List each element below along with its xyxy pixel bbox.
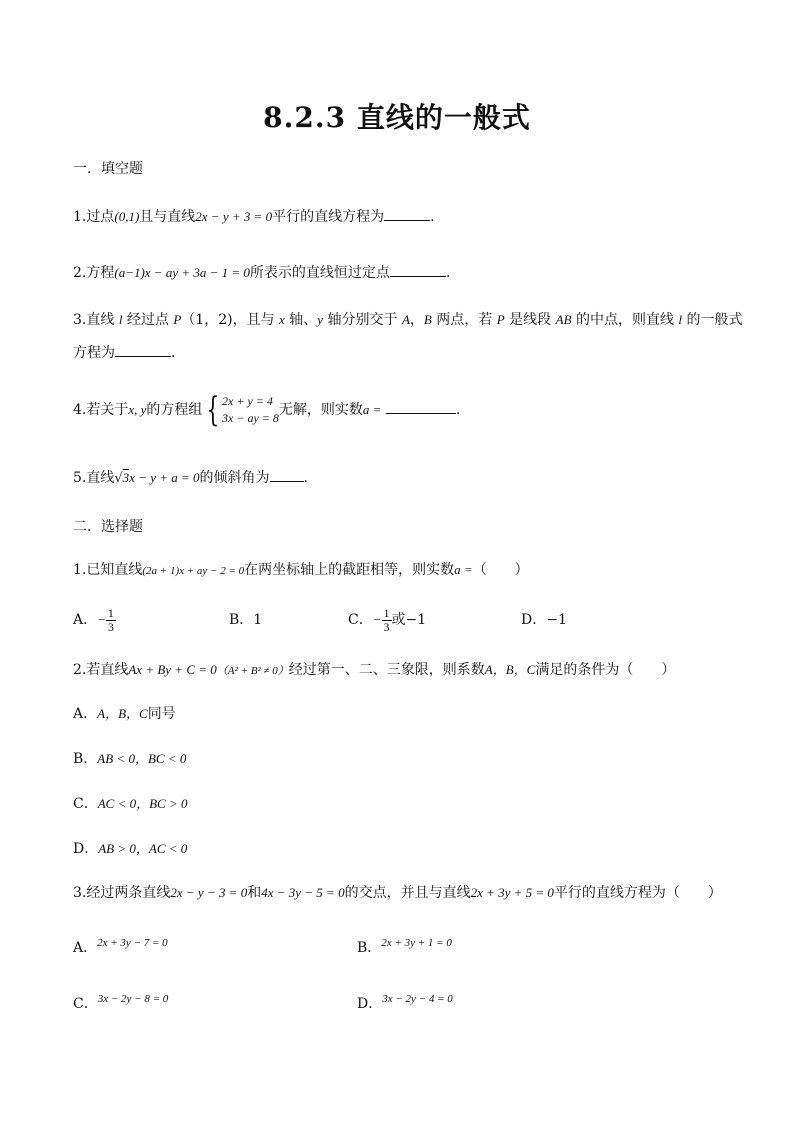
- q1-post: 平行的直线方程为: [272, 209, 385, 225]
- q3-math-symbol: A: [401, 312, 410, 327]
- option-vars: A，B，C: [97, 706, 148, 721]
- option-label: D．: [357, 996, 383, 1012]
- q5-prefix: 5.直线: [73, 470, 115, 486]
- option-a[interactable]: [73, 604, 116, 636]
- q3-text: 的中点，则直线: [571, 312, 679, 328]
- option-math: AB > 0，AC < 0: [98, 841, 188, 856]
- q1-mid: 且与直线: [139, 209, 196, 225]
- c3-prefix: 3.经过两条直线: [73, 885, 171, 901]
- q3-math-symbol: P: [496, 312, 505, 327]
- numerator: 1: [383, 605, 390, 620]
- answer-blank[interactable]: [386, 399, 456, 414]
- q4-post: 无解，则实数: [278, 402, 363, 418]
- option-c[interactable]: [73, 794, 188, 814]
- q3-end: .: [171, 345, 176, 361]
- c2-condition: （A² + B² ≠ 0）: [216, 665, 289, 677]
- q3-math-symbol: AB: [555, 312, 572, 327]
- c3-eq2: 4x − 3y − 5 = 0: [261, 885, 345, 900]
- q3-text: 轴分别交于: [323, 312, 402, 328]
- q3-text: 两点，若: [431, 312, 497, 328]
- option-label: C．: [73, 996, 98, 1012]
- q4-prefix: 4.若关于: [73, 402, 129, 418]
- choice-question-1: [73, 560, 529, 581]
- numerator: 1: [107, 605, 114, 620]
- c1-equation: (2a + 1)x + ay − 2 = 0: [142, 565, 245, 577]
- q3-text: 3.直线: [73, 312, 119, 328]
- option-d[interactable]: D．−1: [521, 612, 567, 628]
- minus-sign: −: [372, 612, 382, 627]
- q1-prefix: 1.过点: [73, 209, 115, 225]
- q3-line2-prefix: 方程为: [73, 345, 115, 361]
- q3-math-symbol: x: [279, 312, 285, 327]
- option-c-tail: 或−1: [391, 612, 427, 628]
- fill-question-2: [73, 262, 450, 283]
- option-label: C．: [348, 612, 373, 628]
- equation-system: [222, 393, 279, 427]
- answer-blank[interactable]: [115, 342, 171, 357]
- c2-vars: A，B，C: [484, 662, 536, 677]
- option-a[interactable]: [73, 704, 176, 724]
- c2-prefix: 2.若直线: [73, 662, 129, 678]
- q3-text: （1，2)，且与: [181, 312, 280, 328]
- option-a[interactable]: [73, 932, 168, 956]
- q3-math-symbol: B: [423, 312, 432, 327]
- option-label: C．: [73, 796, 98, 812]
- option-c[interactable]: [73, 988, 169, 1012]
- option-label: B．: [73, 751, 98, 767]
- option-math: 2x + 3y + 1 = 0: [381, 937, 452, 949]
- fill-question-4: [73, 392, 460, 428]
- fraction: [106, 607, 116, 634]
- fill-question-5: [73, 467, 308, 489]
- sqrt-icon: √: [114, 471, 123, 486]
- option-b[interactable]: [357, 932, 452, 956]
- c2-post: 经过第一、二、三象限，则系数: [288, 662, 485, 678]
- q3-text: 轴、: [284, 312, 318, 328]
- system-brace-icon: {: [206, 390, 220, 430]
- fill-question-3-line-2: [73, 342, 175, 363]
- q4-end: .: [455, 402, 461, 418]
- c3-and: 和: [247, 885, 262, 901]
- section-heading-choice: 二．选择题: [73, 519, 143, 535]
- q1-end: .: [430, 209, 435, 225]
- system-eq-1: 2x + y = 4: [222, 394, 273, 408]
- c1-var: a =: [454, 562, 473, 577]
- q4-var: a =: [362, 402, 382, 417]
- option-math: 3x − 2y − 4 = 0: [382, 993, 453, 1005]
- option-c[interactable]: [348, 604, 426, 636]
- option-label: B．: [357, 940, 382, 956]
- option-d[interactable]: [357, 988, 453, 1012]
- answer-blank[interactable]: [384, 206, 430, 221]
- option-math: 2x + 3y − 7 = 0: [97, 937, 168, 949]
- option-label: D．: [73, 841, 99, 857]
- page-title: 8.2.3 直线的一般式: [263, 101, 531, 134]
- q3-text: 的一般式: [682, 312, 743, 328]
- q5-equation: x − y + a = 0: [129, 470, 200, 485]
- option-b[interactable]: [73, 749, 186, 769]
- q2-equation: (a−1)x − ay + 3a − 1 = 0: [114, 265, 250, 280]
- q3-math-symbol: P: [173, 312, 182, 327]
- q1-point: (0,1): [114, 209, 140, 224]
- option-math: AB < 0，BC < 0: [97, 751, 187, 766]
- q3-math-symbol: y: [317, 312, 324, 327]
- denominator: 3: [107, 619, 114, 634]
- choice-question-2: [73, 660, 675, 681]
- option-label: A．: [73, 612, 98, 628]
- q3-text: 经过点: [122, 312, 174, 328]
- answer-blank[interactable]: [390, 262, 446, 277]
- c1-paren: （ ）: [472, 562, 529, 578]
- q5-post: 的倾斜角为: [199, 470, 270, 486]
- q4-mid: 的方程组: [146, 402, 203, 418]
- c3-mid: 的交点，并且与直线: [344, 885, 471, 901]
- c1-post: 在两坐标轴上的截距相等，则实数: [244, 562, 455, 578]
- q3-math-symbol: l: [118, 312, 123, 327]
- q3-math-symbol: l: [678, 312, 683, 327]
- section-heading-fill-in: 一．填空题: [73, 161, 143, 177]
- answer-blank[interactable]: [270, 467, 304, 482]
- c2-post2: 满足的条件为（ ）: [535, 662, 676, 678]
- q4-vars: x, y: [128, 402, 147, 417]
- option-math: AC < 0，BC > 0: [97, 796, 188, 811]
- denominator: 3: [383, 619, 390, 634]
- c3-eq3: 2x + 3y + 5 = 0: [470, 885, 554, 900]
- c1-prefix: 1.已知直线: [73, 562, 143, 578]
- c2-equation: Ax + By + C = 0: [128, 662, 217, 677]
- c3-eq1: 2x − y − 3 = 0: [170, 885, 248, 900]
- c3-post: 平行的直线方程为（ ）: [553, 885, 722, 901]
- system-eq-2: 3x − ay = 8: [222, 411, 279, 425]
- option-text: 同号: [147, 706, 176, 722]
- q2-prefix: 2.方程: [73, 265, 115, 281]
- q3-text: ，: [409, 312, 424, 328]
- q3-text: 是线段: [504, 312, 556, 328]
- fraction: [382, 607, 392, 634]
- option-d[interactable]: [73, 839, 187, 859]
- q2-post: 所表示的直线恒过定点: [249, 265, 390, 281]
- choice-question-3: [73, 883, 722, 903]
- q5-end: .: [303, 470, 308, 486]
- q2-end: .: [445, 265, 451, 281]
- fill-question-1: [73, 206, 435, 227]
- q1-equation: 2x − y + 3 = 0: [195, 209, 273, 224]
- option-math: 3x − 2y − 8 = 0: [97, 993, 169, 1005]
- option-label: A．: [73, 940, 98, 956]
- fill-question-3-line-1: [73, 310, 743, 330]
- option-b[interactable]: B．1: [229, 612, 263, 628]
- q5-root: 3: [122, 470, 130, 485]
- option-label: A．: [73, 706, 98, 722]
- minus-sign: −: [97, 612, 106, 627]
